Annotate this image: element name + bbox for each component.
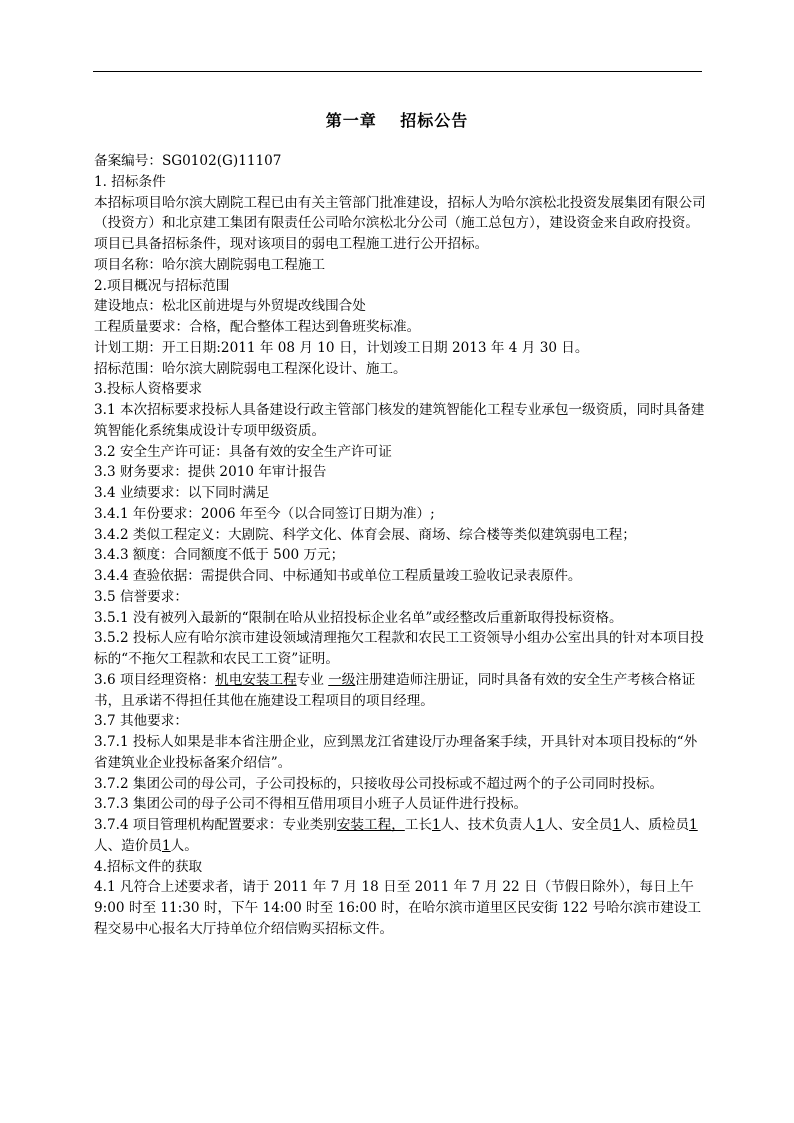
- construction-site: 建设地点：松北区前进堤与外贸堤改线围合处: [94, 298, 366, 315]
- quality-requirement: 工程质量要求：合格，配合整体工程达到鲁班奖标准。: [94, 319, 421, 335]
- clause-3-7-2: 3.7.2 集团公司的母公司，子公司投标的，只接收母公司投标或不超过两个的子公司同时投标。: [94, 775, 664, 792]
- record-number: 备案编号：SG0102(G)11107: [94, 153, 282, 169]
- foreman-count: 1: [431, 817, 441, 833]
- tender-scope: 招标范围：哈尔滨大剧院弱电工程深化设计、施工。: [94, 360, 407, 377]
- clause-3-6: [94, 670, 706, 712]
- clause-3-4-2: 3.4.2 类似工程定义：大剧院、科学文化、体育会展、商场、综合楼等类似建筑弱电工程；: [94, 526, 636, 543]
- clause-3-2: 3.2 安全生产许可证：具备有效的安全生产许可证: [94, 443, 392, 460]
- clause-3-3: 3.3 财务要求：提供 2010 年审计报告: [94, 464, 327, 481]
- clause-3-7-4-text-2: 工长: [404, 817, 432, 833]
- clause-3-7-4-text-3: 人、技术负责人: [440, 817, 536, 833]
- clause-3-7-4-text-1: 3.7.4 项目管理机构配置要求：专业类别: [94, 817, 337, 833]
- section-heading-4: 4.招标文件的获取: [94, 858, 203, 875]
- project-name: 项目名称：哈尔滨大剧院弱电工程施工: [94, 256, 326, 273]
- clause-3-1: 3.1 本次招标要求投标人具备建设行政主管部门核发的建筑智能化工程专业承包一级资质，同时具备建筑智能化系统集成设计专项甲级资质。: [94, 402, 705, 439]
- clause-3-7-4-text-7: 人。: [170, 837, 198, 854]
- header-rule: [93, 71, 702, 72]
- pm-level: 一级: [328, 671, 356, 688]
- technical-lead-count: 1: [535, 817, 545, 833]
- clause-3-7-4: [94, 815, 706, 857]
- clause-3-7-4-text-4: 人、安全员: [544, 817, 613, 833]
- clause-3-7: 3.7 其他要求：: [94, 713, 188, 730]
- cost-engineer-count: 1: [161, 837, 171, 854]
- page-title: 第一章 招标公告: [325, 111, 469, 130]
- clause-3-6-prefix: 3.6 项目经理资格：: [94, 671, 216, 688]
- specialty-category: 安装工程，: [336, 817, 405, 833]
- clause-3-7-3: 3.7.3 集团公司的母子公司不得相互借用项目小班子人员证件进行投标。: [94, 796, 528, 813]
- clause-3-6-mid: 专业: [296, 671, 329, 688]
- clause-3-7-4-text-6: 人、造价员: [94, 837, 162, 854]
- clause-3-7-1: 3.7.1 投标人如果是非本省注册企业，应到黑龙江省建设厅办理备案手续，开具针对本项目投标的“外省建筑业企业投标备案介绍信”。: [94, 734, 698, 771]
- announcement-body: [94, 151, 706, 940]
- clause-3-5-1: 3.5.1 没有被列入最新的“限制在哈从业招投标企业名单”或经整改后重新取得投标资格。: [94, 609, 623, 626]
- clause-4-1: 4.1 凡符合上述要求者，请于 2011 年 7 月 18 日至 2011 年 7 月 22 日（节假日除外），每日上午 9:00 时至 11:30 时，下午 14:00 时至 16:00 时，在哈尔滨市道里区民安街 122 号哈尔滨市建设工程交易中心报名大厅持单位介绍信购买招标文件。: [94, 879, 702, 937]
- safety-officer-count: 1: [612, 817, 622, 833]
- clause-3-5-2: 3.5.2 投标人应有哈尔滨市建设领域清理拖欠工程款和农民工工资领导小组办公室出具的针对本项目投标的“不拖欠工程款和农民工工资”证明。: [94, 630, 704, 667]
- section-1-body: 本招标项目哈尔滨大剧院工程已由有关主管部门批准建设，招标人为哈尔滨松北投资发展集团有限公司（投资方）和北京建工集团有限责任公司哈尔滨松北分公司（施工总包方），建设资金来自政府投资。项目已具备招标条件，现对该项目的弱电工程施工进行公开招标。: [94, 194, 706, 252]
- clause-3-4-1: 3.4.1 年份要求：2006 年至今（以合同签订日期为准）;: [94, 505, 435, 522]
- section-heading-1: 1. 招标条件: [94, 173, 166, 190]
- quality-inspector-count: 1: [689, 817, 698, 833]
- clause-3-6-suffix: 注册建造师注册证，同时具备有效的安全生产考核合格证书，且承诺不得担任其他在施建设工程项目的项目经理。: [94, 671, 696, 709]
- pm-specialty: 机电安装工程: [215, 671, 297, 688]
- clause-3-7-4-text-5: 人、质检员: [621, 817, 690, 833]
- clause-3-4-4: 3.4.4 查验依据：需提供合同、中标通知书或单位工程质量竣工验收记录表原件。: [94, 568, 582, 584]
- section-heading-2: 2.项目概况与招标范围: [94, 277, 230, 294]
- clause-3-4: 3.4 业绩要求：以下同时满足: [94, 485, 270, 501]
- clause-3-4-3: 3.4.3 额度：合同额度不低于 500 万元；: [94, 547, 345, 564]
- section-heading-3: 3.投标人资格要求: [94, 381, 203, 398]
- planned-schedule: 计划工期：开工日期:2011 年 08 月 10 日，计划竣工日期 2013 年 4 月 30 日。: [94, 339, 589, 356]
- clause-3-5: 3.5 信誉要求：: [94, 588, 188, 605]
